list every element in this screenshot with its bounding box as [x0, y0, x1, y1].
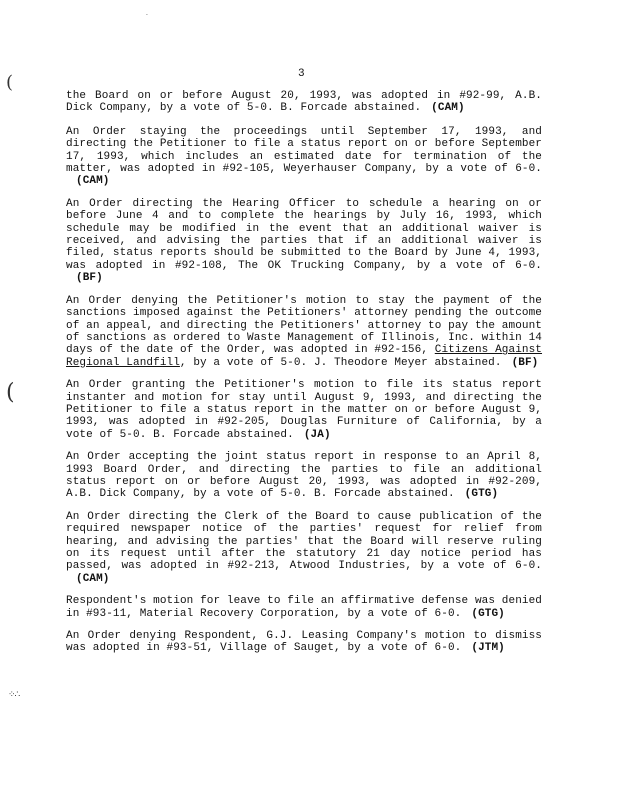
paragraph-1: the Board on or before August 20, 1993, was adopted in #92-99, A.B. Dick Company, by a vote of 5-0. B. Forcade abstained. (CAM)	[66, 90, 542, 115]
paragraph-7: An Order directing the Clerk of the Board to cause publication of the required newspaper notice of the parties' request for relief from hearing, and advising the parties' that the Board will reserve ruling on its request until after the statutory 21 day notice period has passed, was adopted in #92-213, Atwood Industries, by a vote of 6-0.(CAM)	[66, 510, 542, 585]
page-number: 3	[298, 68, 305, 80]
initials: (CAM)	[76, 572, 110, 585]
initials: (CAM)	[431, 102, 465, 115]
initials: (CAM)	[76, 175, 110, 188]
paragraph-8: Respondent's motion for leave to file an affirmative defense was denied in #93-11, Material Recovery Corporation, by a vote of 6-0. (GTG)	[66, 595, 542, 620]
paragraph-2: An Order staying the proceedings until September 17, 1993, and directing the Petitioner to file a status report on or before September 17, 1993, which includes an estimated date for termination of the matter, was adopted in #92-105, Weyerhauser Company, by a vote of 6-0.(CAM)	[66, 125, 542, 188]
paragraph-9: An Order denying Respondent, G.J. Leasing Company's motion to dismiss was adopted in #93-51, Village of Sauget, by a vote of 6-0. (JTM)	[66, 630, 542, 655]
initials: (JA)	[303, 428, 331, 441]
hole-punch-mark-top: (	[6, 72, 14, 93]
scan-smudge: ⁘∴	[8, 690, 20, 700]
paragraph-3: An Order directing the Hearing Officer to schedule a hearing on or before June 4 and to complete the hearings by July 16, 1993, which schedule may be modified in the event that an additional waiver is received, and advising the parties that if an additional waiver is filed, status reports should be submitted to the Board by June 4, 1993, was adopted in #92-108, The OK Trucking Company, by a vote of 6-0.(BF)	[66, 197, 542, 285]
paragraph-6: An Order accepting the joint status report in response to an April 8, 1993 Board Order, and directing the parties to file an additional status report on or before August 20, 1993, was adopted in #92-209, A.B. Dick Company, by a vote of 5-0. B. Forcade abstained. (GTG)	[66, 451, 542, 501]
initials: (BF)	[76, 272, 103, 285]
initials: (BF)	[511, 356, 539, 369]
initials: (JTM)	[471, 642, 505, 655]
hole-punch-mark-middle: (	[6, 380, 15, 405]
initials: (GTG)	[464, 488, 499, 501]
document-body	[66, 90, 542, 665]
paragraph-4: An Order denying the Petitioner's motion to stay the payment of the sanctions imposed against the Petitioners' attorney pending the outcome of an appeal, and directing the Petitioners' attorney to pay the amount of sanctions as ordered to Waste Management of Illinois, Inc. within 14 days of the date of the Order, was adopted in #92-156, Citizens Against Regional Landfill, by a vote of 5-0. J. Theodore Meyer abstained. (BF)	[66, 294, 543, 369]
initials: (GTG)	[471, 607, 505, 620]
case-name-underlined: Citizens Against Regional Landfill	[66, 344, 543, 369]
scan-speck: ·	[146, 12, 148, 19]
paragraph-5: An Order granting the Petitioner's motion to file its status report instanter and motion for stay until August 9, 1993, and directing the Petitioner to file a status report in the matter on or before August 9, 1993, was adopted in #92-205, Douglas Furniture of California, by a vote of 5-0. B. Forcade abstained. (JA)	[66, 379, 542, 441]
